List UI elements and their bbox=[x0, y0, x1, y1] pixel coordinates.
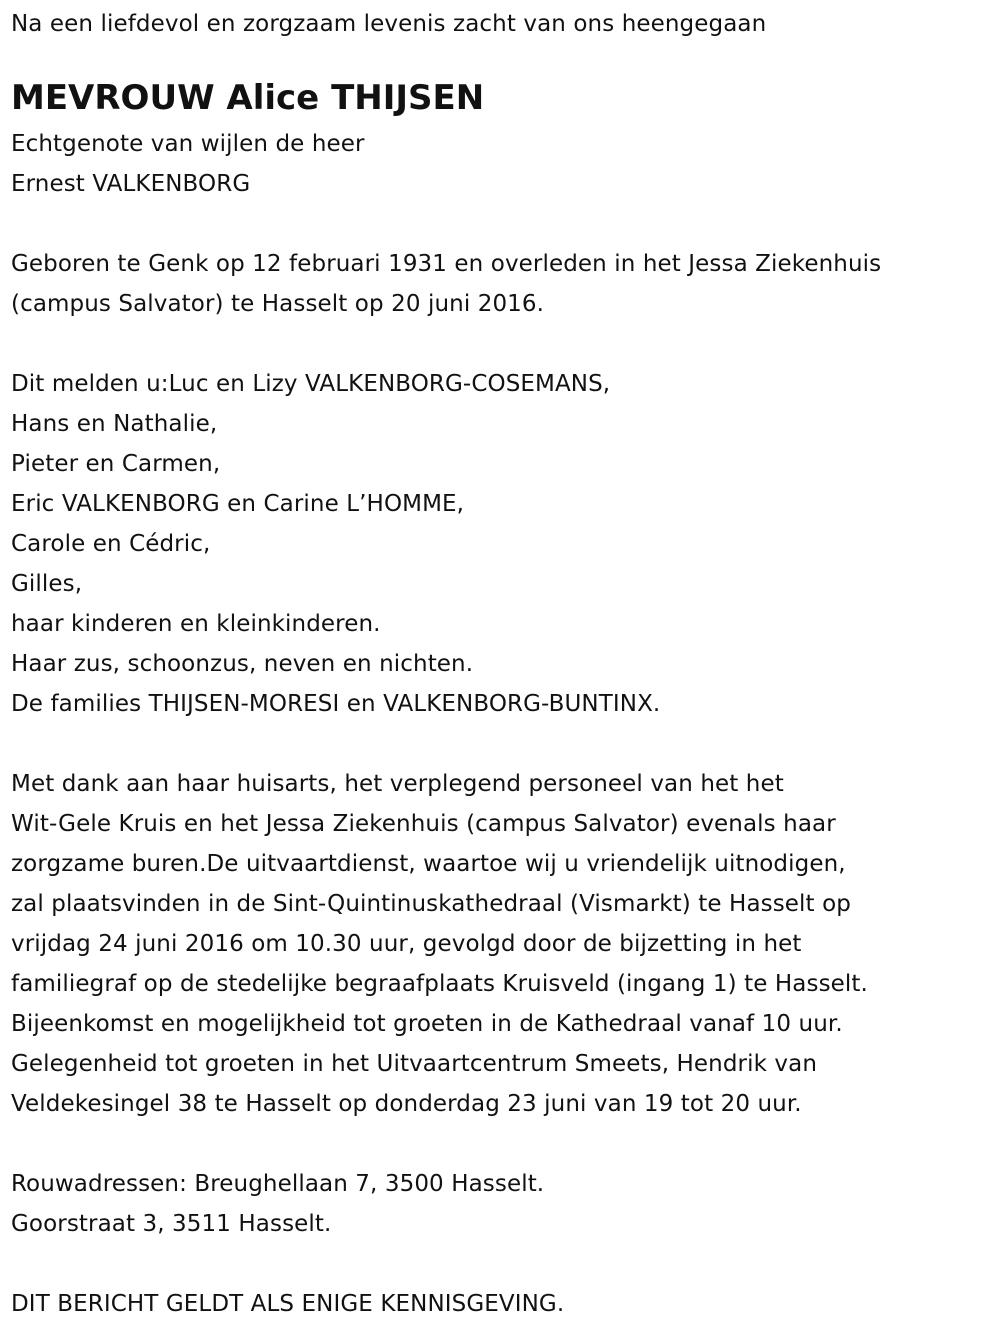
spacer bbox=[11, 724, 996, 764]
family-line: Eric VALKENBORG en Carine L’HOMME, bbox=[11, 491, 465, 517]
paragraph-line: Geboren te Genk op 12 februari 1931 en overleden in het Jessa Ziekenhuis bbox=[11, 251, 882, 277]
paragraph-line: (campus Salvator) te Hasselt op 20 juni 2016. bbox=[11, 291, 545, 317]
paragraph-line: Gelegenheid tot groeten in het Uitvaartcentrum Smeets, Hendrik van bbox=[11, 1051, 818, 1077]
family-line: De families THIJSEN-MORESI en VALKENBORG-BUNTINX. bbox=[11, 691, 661, 717]
spacer bbox=[11, 1244, 996, 1284]
spacer bbox=[11, 324, 996, 364]
family-line: Hans en Nathalie, bbox=[11, 411, 218, 437]
death-notice bbox=[11, 4, 996, 1324]
address-line: Rouwadressen: Breughellaan 7, 3500 Hasselt. bbox=[11, 1171, 545, 1197]
spacer bbox=[11, 1124, 996, 1164]
paragraph-line: Wit-Gele Kruis en het Jessa Ziekenhuis (campus Salvator) evenals haar bbox=[11, 811, 836, 837]
deceased-name: MEVROUW Alice THIJSEN bbox=[11, 78, 485, 118]
spouse-block bbox=[11, 124, 996, 204]
announced-by-block bbox=[11, 364, 996, 724]
spouse-line: Echtgenote van wijlen de heer bbox=[11, 131, 365, 157]
paragraph-line: Bijeenkomst en mogelijkheid tot groeten in de Kathedraal vanaf 10 uur. bbox=[11, 1011, 843, 1037]
family-line: Gilles, bbox=[11, 571, 83, 597]
family-line: Carole en Cédric, bbox=[11, 531, 211, 557]
spacer bbox=[11, 204, 996, 244]
addresses-block bbox=[11, 1164, 996, 1244]
paragraph-line: zal plaatsvinden in de Sint-Quintinuskathedraal (Vismarkt) te Hasselt op bbox=[11, 891, 851, 917]
family-line: Pieter en Carmen, bbox=[11, 451, 221, 477]
address-line: Goorstraat 3, 3511 Hasselt. bbox=[11, 1211, 332, 1237]
birth-death-block bbox=[11, 244, 996, 324]
family-line: haar kinderen en kleinkinderen. bbox=[11, 611, 381, 637]
family-line: Dit melden u:Luc en Lizy VALKENBORG-COSEMANS, bbox=[11, 371, 611, 397]
paragraph-line: Veldekesingel 38 te Hasselt op donderdag 23 juni van 19 tot 20 uur. bbox=[11, 1091, 802, 1117]
spouse-name-line: Ernest VALKENBORG bbox=[11, 171, 251, 197]
paragraph-line: Met dank aan haar huisarts, het verplegend personeel van het het bbox=[11, 771, 784, 797]
family-line: Haar zus, schoonzus, neven en nichten. bbox=[11, 651, 474, 677]
intro-line: Na een liefdevol en zorgzaam levenis zacht van ons heengegaan bbox=[11, 11, 767, 37]
thanks-service-block bbox=[11, 764, 996, 1124]
closing-line: DIT BERICHT GELDT ALS ENIGE KENNISGEVING. bbox=[11, 1291, 565, 1317]
paragraph-line: zorgzame buren.De uitvaartdienst, waartoe wij u vriendelijk uitnodigen, bbox=[11, 851, 846, 877]
paragraph-line: vrijdag 24 juni 2016 om 10.30 uur, gevolgd door de bijzetting in het bbox=[11, 931, 802, 957]
paragraph-line: familiegraf op de stedelijke begraafplaats Kruisveld (ingang 1) te Hasselt. bbox=[11, 971, 868, 997]
